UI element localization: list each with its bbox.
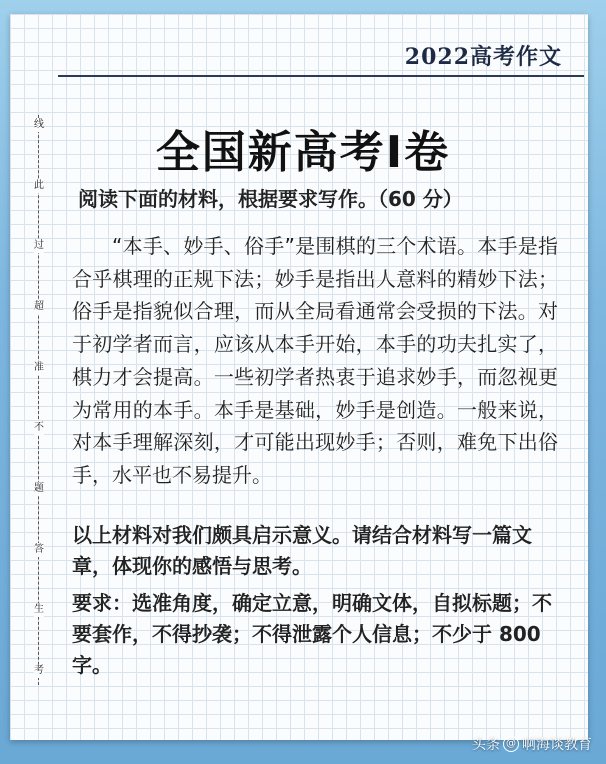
at-icon: @ — [503, 736, 519, 752]
binding-char: 考 — [34, 664, 44, 676]
reading-passage: “本手、妙手、俗手”是围棋的三个术语。本手是指合乎棋理的正规下法；妙手是指出人意料的精妙下法；俗手是指貌似合理，而从全局看通常会受损的下法。对于初学者而言，应该从本手开始，本手的功夫扎实了，棋力才会提高。一些初学者热衷于追求妙手，而忽视更为常用的本手。本手是基础，妙手是创造。一般来说，对本手理解深刻，才可能出现妙手；否则，难免下出俗手，水平也不易提升。 — [72, 234, 558, 487]
binding-char: 准 — [34, 361, 44, 373]
binding-char: 题 — [34, 482, 44, 494]
page-title: 全国新高考Ⅰ卷 — [155, 127, 451, 178]
header-divider — [58, 75, 584, 77]
instruction-text: 阅读下面的材料，根据要求写作。（60 分） — [78, 187, 463, 211]
binding-char: 不 — [34, 422, 44, 434]
binding-margin-text — [30, 118, 48, 678]
header-tag: 2022高考作文 — [404, 44, 562, 70]
binding-char: 生 — [34, 604, 44, 616]
watermark-handle: 啊海谈教育 — [522, 737, 592, 753]
binding-char: 此 — [34, 179, 44, 191]
watermark — [472, 734, 592, 754]
watermark-prefix: 头条 — [472, 737, 500, 753]
binding-char: 答 — [34, 543, 44, 555]
binding-char: 线 — [34, 119, 44, 130]
writing-task: 以上材料对我们颇具启示意义。请结合材料写一篇文章，体现你的感悟与思考。 — [72, 523, 532, 578]
binding-char: 超 — [34, 300, 44, 312]
writing-requirements: 要求：选准角度，确定立意，明确文体，自拟标题；不要套作，不得抄袭；不得泄露个人信息；不少于 800 字。 — [72, 591, 552, 677]
binding-char: 过 — [34, 240, 44, 252]
